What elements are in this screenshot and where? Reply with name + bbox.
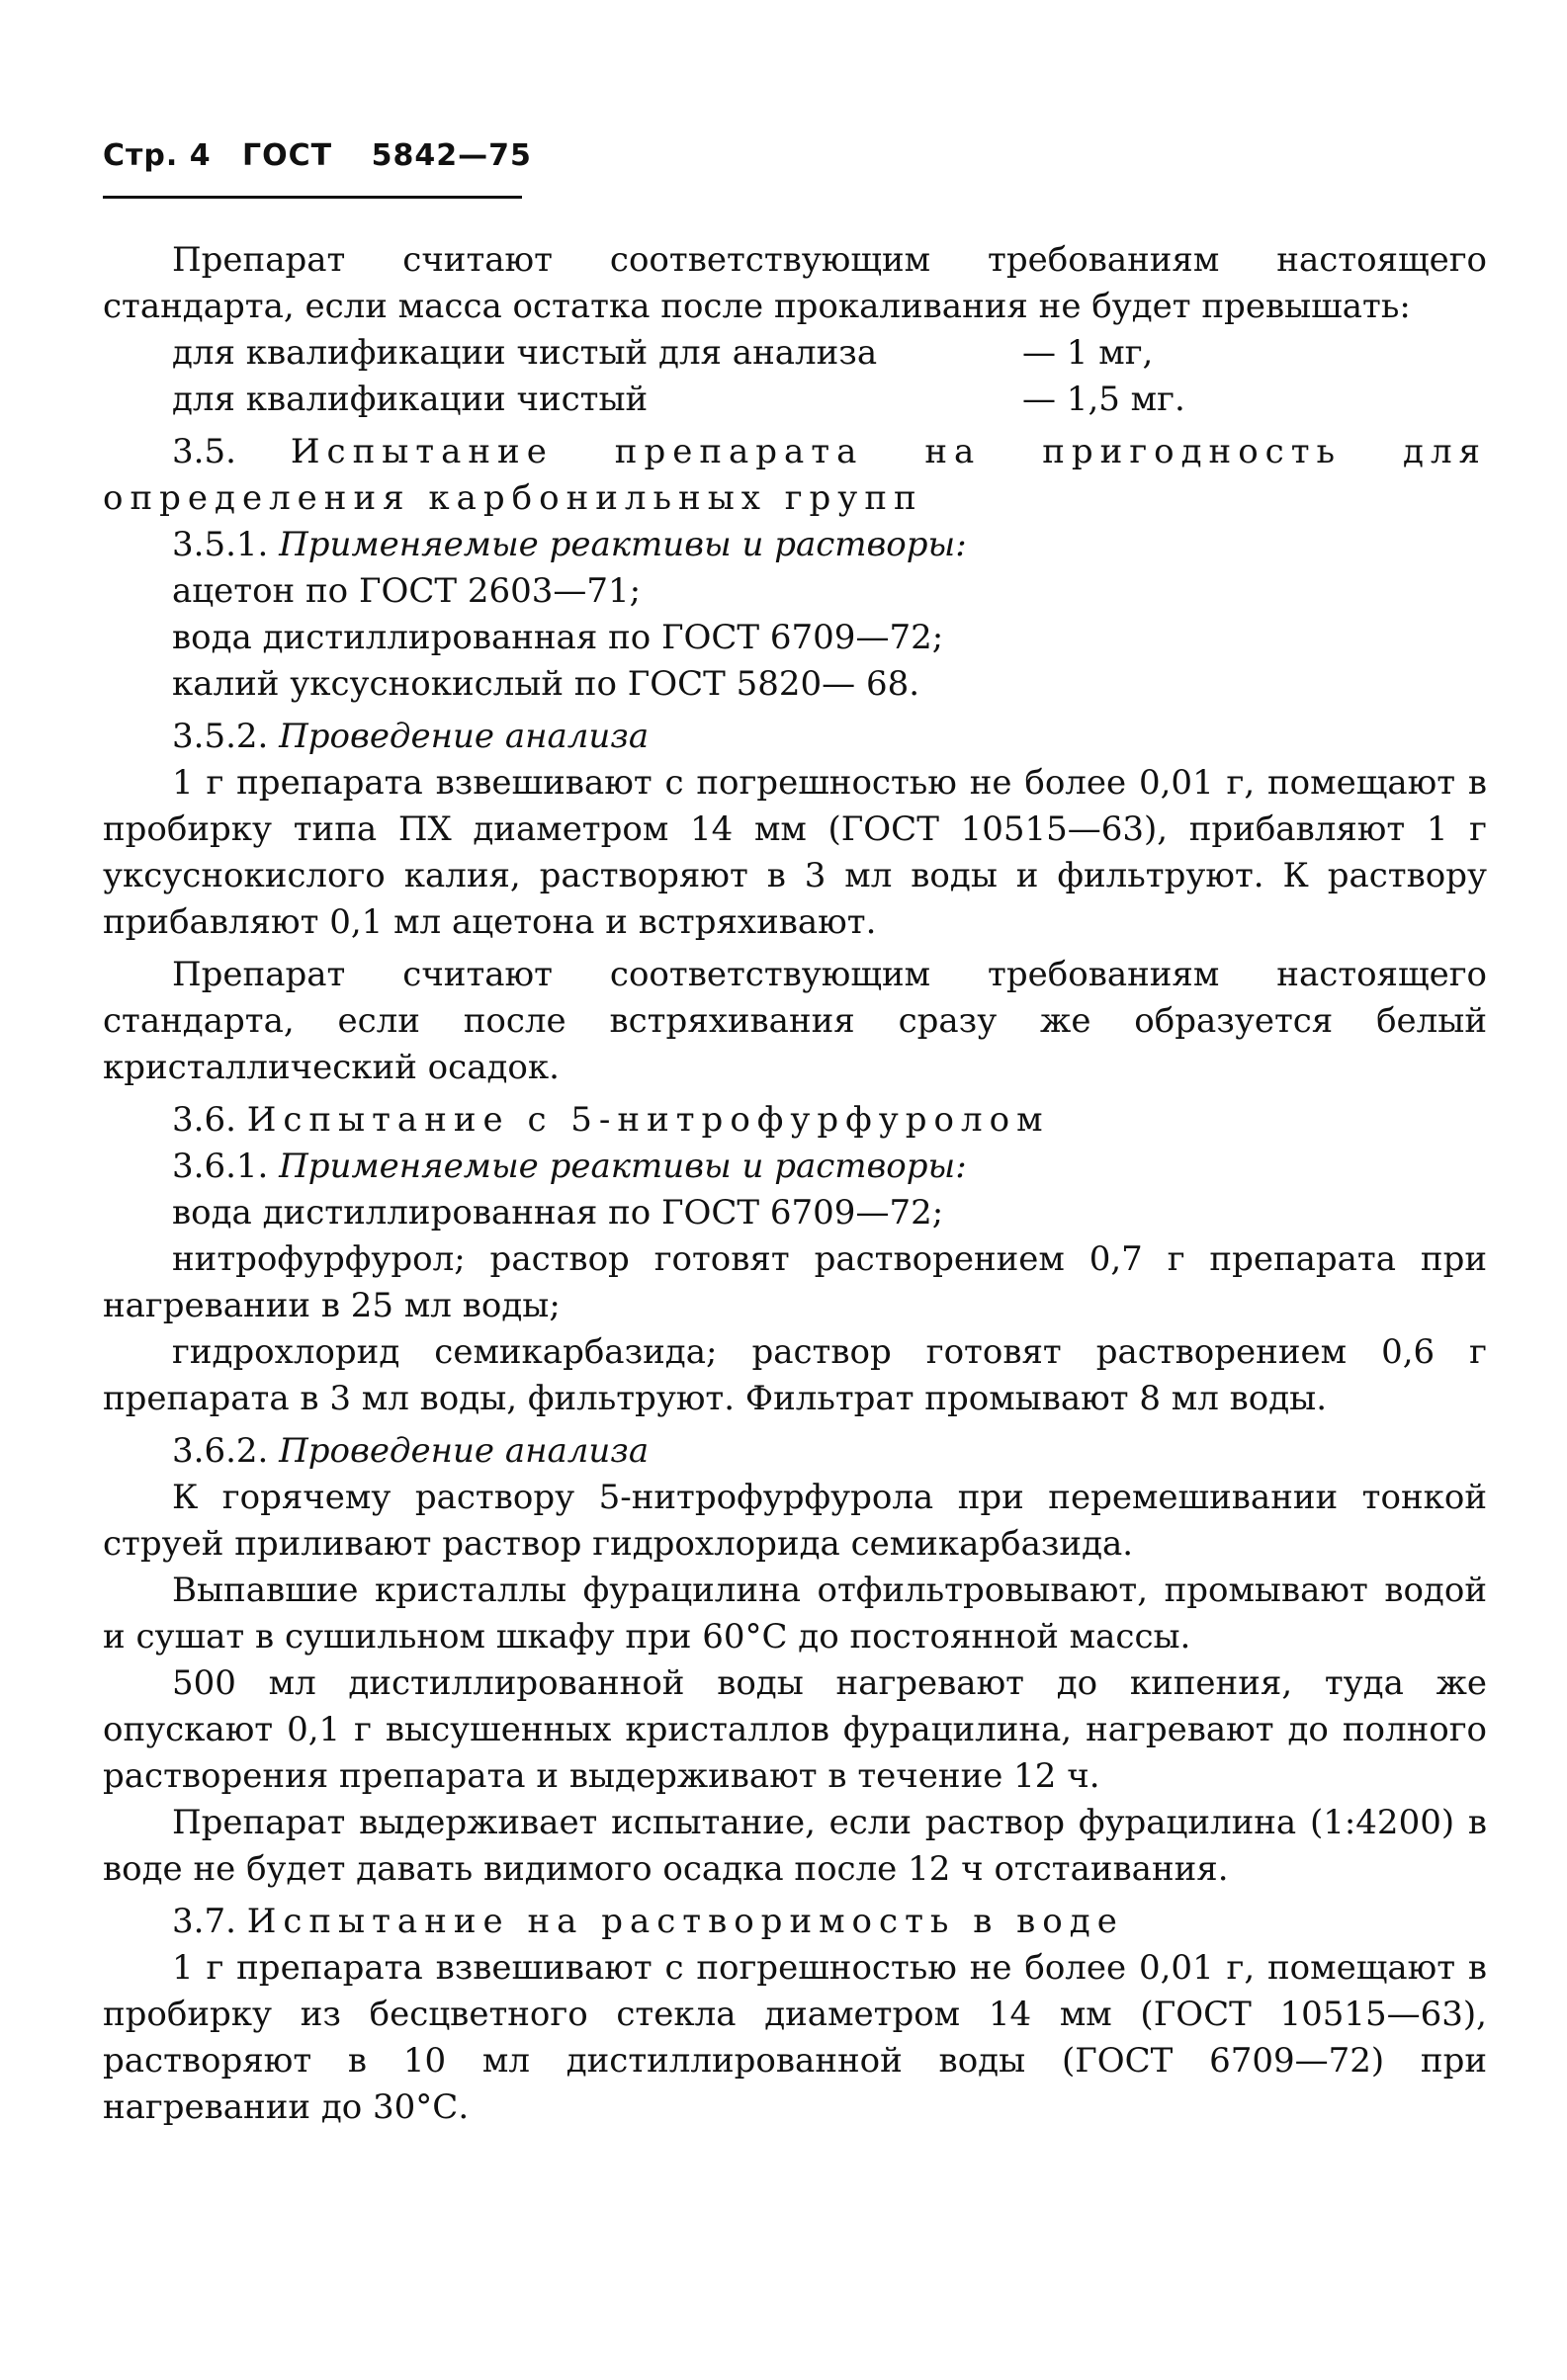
qualification-line-2: [103, 377, 1487, 423]
section-title: Проведение анализа: [279, 1431, 650, 1471]
section-3-7-heading: [103, 1899, 1487, 1945]
procedure-paragraph: К горячему раствору 5-нитрофурфурола при перемешивании тонкой струей приливают раствор гидрохлорида семикарбазида.: [103, 1478, 1487, 1564]
qualification-value: — 1,5 мг.: [1022, 380, 1185, 419]
reagent-item: вода дистиллированная по ГОСТ 6709—72;: [172, 618, 944, 657]
page-number: Стр. 4: [103, 138, 212, 173]
section-3-5-1-heading: [103, 522, 1487, 568]
section-title: Применяемые реактивы и растворы:: [279, 525, 967, 564]
result-paragraph: Препарат выдерживает испытание, если раствор фурацилина (1:4200) в воде не будет давать видимого осадка после 12 ч отстаивания.: [103, 1803, 1487, 1889]
section-title: Испытание на растворимость в воде: [246, 1902, 1124, 1941]
section-title: Проведение анализа: [279, 717, 650, 756]
procedure-paragraph: 1 г препарата взвешивают с погрешностью не более 0,01 г, помещают в пробирку из бесцветного стекла диаметром 14 мм (ГОСТ 10515—63), растворяют в 10 мл дистиллированной воды (ГОСТ 6709—72) при нагревании до 30°С.: [103, 1948, 1487, 2127]
reagent-item: калий уксуснокислый по ГОСТ 5820— 68.: [172, 664, 920, 704]
header-rule: [103, 196, 522, 199]
reagent-item: нитрофурфурол; раствор готовят растворением 0,7 г препарата при нагревании в 25 мл воды;: [103, 1239, 1487, 1325]
section-3-6-heading: [103, 1097, 1487, 1144]
qualification-label: для квалификации чистый: [172, 380, 649, 419]
procedure-paragraph: 1 г препарата взвешивают с погрешностью не более 0,01 г, помещают в пробирку типа ПХ диаметром 14 мм (ГОСТ 10515—63), прибавляют 1 г уксуснокислого калия, растворяют в 3 мл воды и фильтруют. К раствору прибавляют 0,1 мл ацетона и встряхивают.: [103, 763, 1487, 942]
section-title: Испытание с 5-нитрофурфуролом: [246, 1100, 1050, 1140]
section-number: 3.5.1.: [172, 525, 269, 564]
section-title: Испытание препарата на пригодность для определения карбонильных групп: [103, 432, 1487, 518]
reagent-item: гидрохлорид семикарбазида; раствор готовят растворением 0,6 г препарата в 3 мл воды, фильтруют. Фильтрат промывают 8 мл воды.: [103, 1332, 1487, 1418]
standard-label: ГОСТ: [242, 138, 333, 173]
procedure-paragraph: Выпавшие кристаллы фурацилина отфильтровывают, промывают водой и сушат в сушильном шкафу при 60°С до постоянной массы.: [103, 1571, 1487, 1657]
section-3-6-1-heading: [103, 1144, 1487, 1190]
section-number: 3.5.: [172, 432, 236, 471]
procedure-paragraph: 500 мл дистиллированной воды нагревают до кипения, туда же опускают 0,1 г высушенных кристаллов фурацилина, нагревают до полного растворения препарата и выдерживают в течение 12 ч.: [103, 1663, 1487, 1796]
reagent-item: ацетон по ГОСТ 2603—71;: [172, 571, 642, 611]
section-number: 3.7.: [172, 1902, 236, 1941]
qualification-value: — 1 мг,: [1022, 333, 1154, 373]
body-text: [103, 237, 1487, 2131]
qualification-label: для квалификации чистый для анализа: [172, 333, 878, 373]
section-number: 3.6.2.: [172, 1431, 269, 1471]
qualification-line-1: [103, 330, 1487, 377]
standard-number: 5842—75: [371, 138, 532, 173]
section-number: 3.5.2.: [172, 717, 269, 756]
requirement-paragraph: Препарат считают соответствующим требованиям настоящего стандарта, если масса остатка после прокаливания не будет превышать:: [103, 240, 1487, 326]
running-header: [103, 138, 532, 173]
section-3-5-heading: [103, 429, 1487, 522]
section-number: 3.6.1.: [172, 1147, 269, 1186]
section-3-6-2-heading: [103, 1428, 1487, 1475]
section-3-5-2-heading: [103, 714, 1487, 760]
reagent-item: вода дистиллированная по ГОСТ 6709—72;: [172, 1193, 944, 1232]
section-title: Применяемые реактивы и растворы:: [279, 1147, 967, 1186]
section-number: 3.6.: [172, 1100, 236, 1140]
result-paragraph: Препарат считают соответствующим требованиям настоящего стандарта, если после встряхивания сразу же образуется белый кристаллический осадок.: [103, 955, 1487, 1087]
